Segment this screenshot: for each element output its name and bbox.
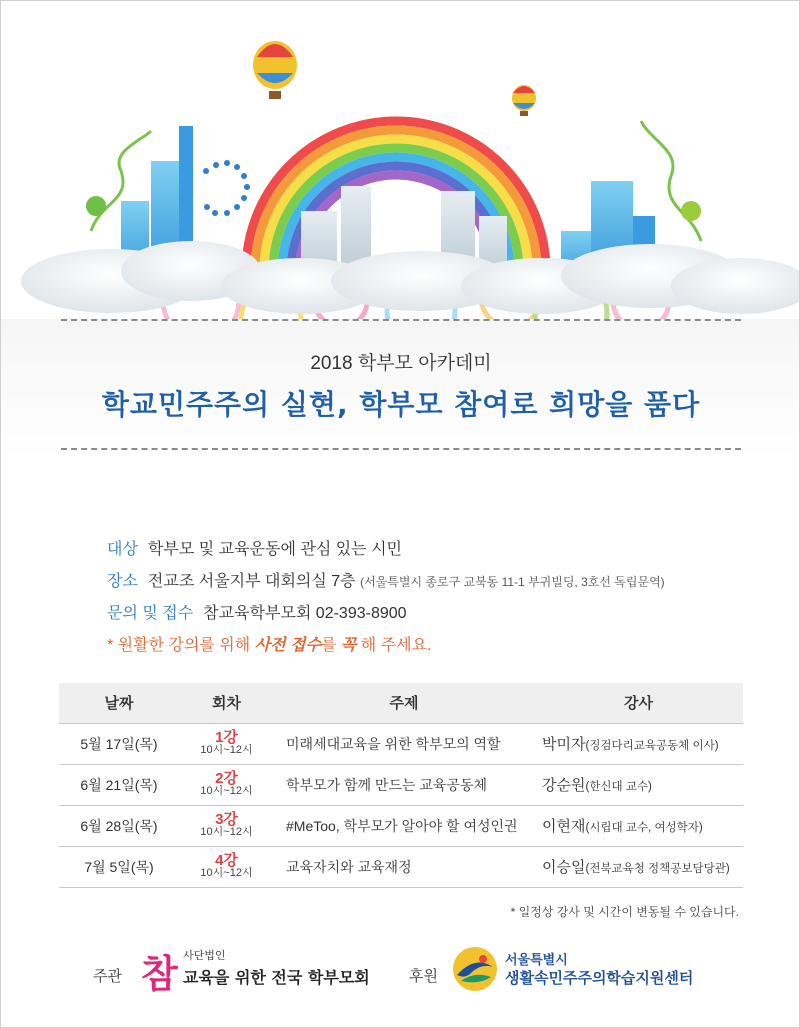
session-time: 10시~12시 [200, 866, 253, 879]
sponsor-logo [449, 943, 709, 999]
info-contact-label: 문의 및 접수 [107, 605, 194, 622]
row-lecturer [534, 805, 743, 846]
hot-air-balloon-small [512, 85, 536, 116]
note-suffix: 해 주세요. [356, 637, 432, 654]
row-session [179, 723, 274, 764]
table-row [59, 846, 743, 887]
divider-top [61, 319, 741, 321]
lecturer-affiliation: (시립대 교수, 여성학자) [585, 822, 703, 834]
lecturer-name: 이승일 [542, 859, 586, 876]
info-place-label: 장소 [107, 573, 138, 590]
row-lecturer [534, 764, 743, 805]
info-target-label: 대상 [107, 541, 138, 558]
note-prefix: * 원활한 강의를 위해 [107, 637, 255, 654]
row-session [179, 805, 274, 846]
host-label: 주관 [93, 968, 122, 985]
table-row [59, 805, 743, 846]
header-lecturer: 강사 [534, 683, 743, 723]
row-session [179, 764, 274, 805]
info-note [107, 632, 431, 655]
seoul-emblem-icon [451, 945, 499, 993]
star-swirl [203, 160, 250, 216]
table-row [59, 764, 743, 805]
sponsor-label: 후원 [409, 968, 438, 985]
note-emphasis-1: 사전 접수 [254, 637, 321, 654]
lecturer-affiliation: (한신대 교수) [585, 781, 652, 793]
host-logo-char: 참 [141, 951, 178, 996]
info-place [107, 568, 665, 591]
row-topic: 학부모가 함께 만드는 교육공동체 [274, 764, 534, 805]
info-contact [107, 600, 407, 623]
lecturer-affiliation: (전북교육청 정책공보담당관) [585, 863, 730, 875]
row-date: 5월 17일(목) [59, 723, 179, 764]
session-time: 10시~12시 [200, 825, 253, 838]
session-number: 4강 [215, 851, 238, 869]
session-number: 3강 [215, 810, 238, 828]
lecturer-affiliation: (징검다리교육공동체 이사) [585, 740, 719, 752]
sponsor-line2: 생활속민주주의학습지원센터 [505, 969, 694, 987]
row-date: 7월 5일(목) [59, 846, 179, 887]
header-session: 회차 [179, 683, 274, 723]
table-row [59, 723, 743, 764]
note-emphasis-2: 꼭 [340, 637, 357, 654]
divider-bottom [61, 448, 741, 450]
info-place-value: 전교조 서울지부 대회의실 7층 [147, 573, 356, 590]
header-topic: 주제 [274, 683, 534, 723]
row-topic: 교육자치와 교육재정 [274, 846, 534, 887]
session-number: 1강 [215, 728, 238, 746]
clouds [21, 241, 800, 314]
schedule-footnote: * 일정상 강사 및 시간이 변동될 수 있습니다. [510, 905, 739, 919]
lecturer-name: 강순원 [542, 777, 586, 794]
host-tag: 사단법인 [183, 949, 226, 962]
footer [1, 941, 800, 1001]
session-time: 10시~12시 [200, 743, 253, 756]
event-subtitle: 2018 학부모 아카데미 [310, 353, 492, 374]
row-date: 6월 21일(목) [59, 764, 179, 805]
schedule-table [59, 683, 743, 888]
info-contact-value: 참교육학부모회 02-393-8900 [203, 605, 407, 622]
host-name: 교육을 위한 전국 학부모회 [183, 968, 370, 987]
table-header-row [59, 683, 743, 723]
row-date: 6월 28일(목) [59, 805, 179, 846]
sponsor-line1: 서울특별시 [505, 953, 568, 968]
host-logo [141, 943, 381, 996]
info-place-detail: (서울특별시 종로구 교북동 11-1 부귀빌딩, 3호선 독립문역) [360, 575, 665, 589]
row-session [179, 846, 274, 887]
note-mid: 를 [320, 637, 341, 654]
lecturer-name: 이현재 [542, 818, 586, 835]
hot-air-balloon-large [253, 41, 297, 99]
row-lecturer [534, 846, 743, 887]
row-topic: #MeToo, 학부모가 알아야 할 여성인권 [274, 805, 534, 846]
session-number: 2강 [215, 769, 238, 787]
row-lecturer [534, 723, 743, 764]
event-title: 학교민주주의 실현, 학부모 참여로 희망을 품다 [101, 388, 701, 421]
session-time: 10시~12시 [200, 784, 253, 797]
lecturer-name: 박미자 [542, 736, 586, 753]
rainbow-city-illustration [1, 1, 800, 331]
header-date: 날짜 [59, 683, 179, 723]
row-topic: 미래세대교육을 위한 학부모의 역할 [274, 723, 534, 764]
info-target-value: 학부모 및 교육운동에 관심 있는 시민 [147, 541, 402, 558]
info-target [107, 536, 402, 559]
hero-illustration [1, 1, 800, 331]
